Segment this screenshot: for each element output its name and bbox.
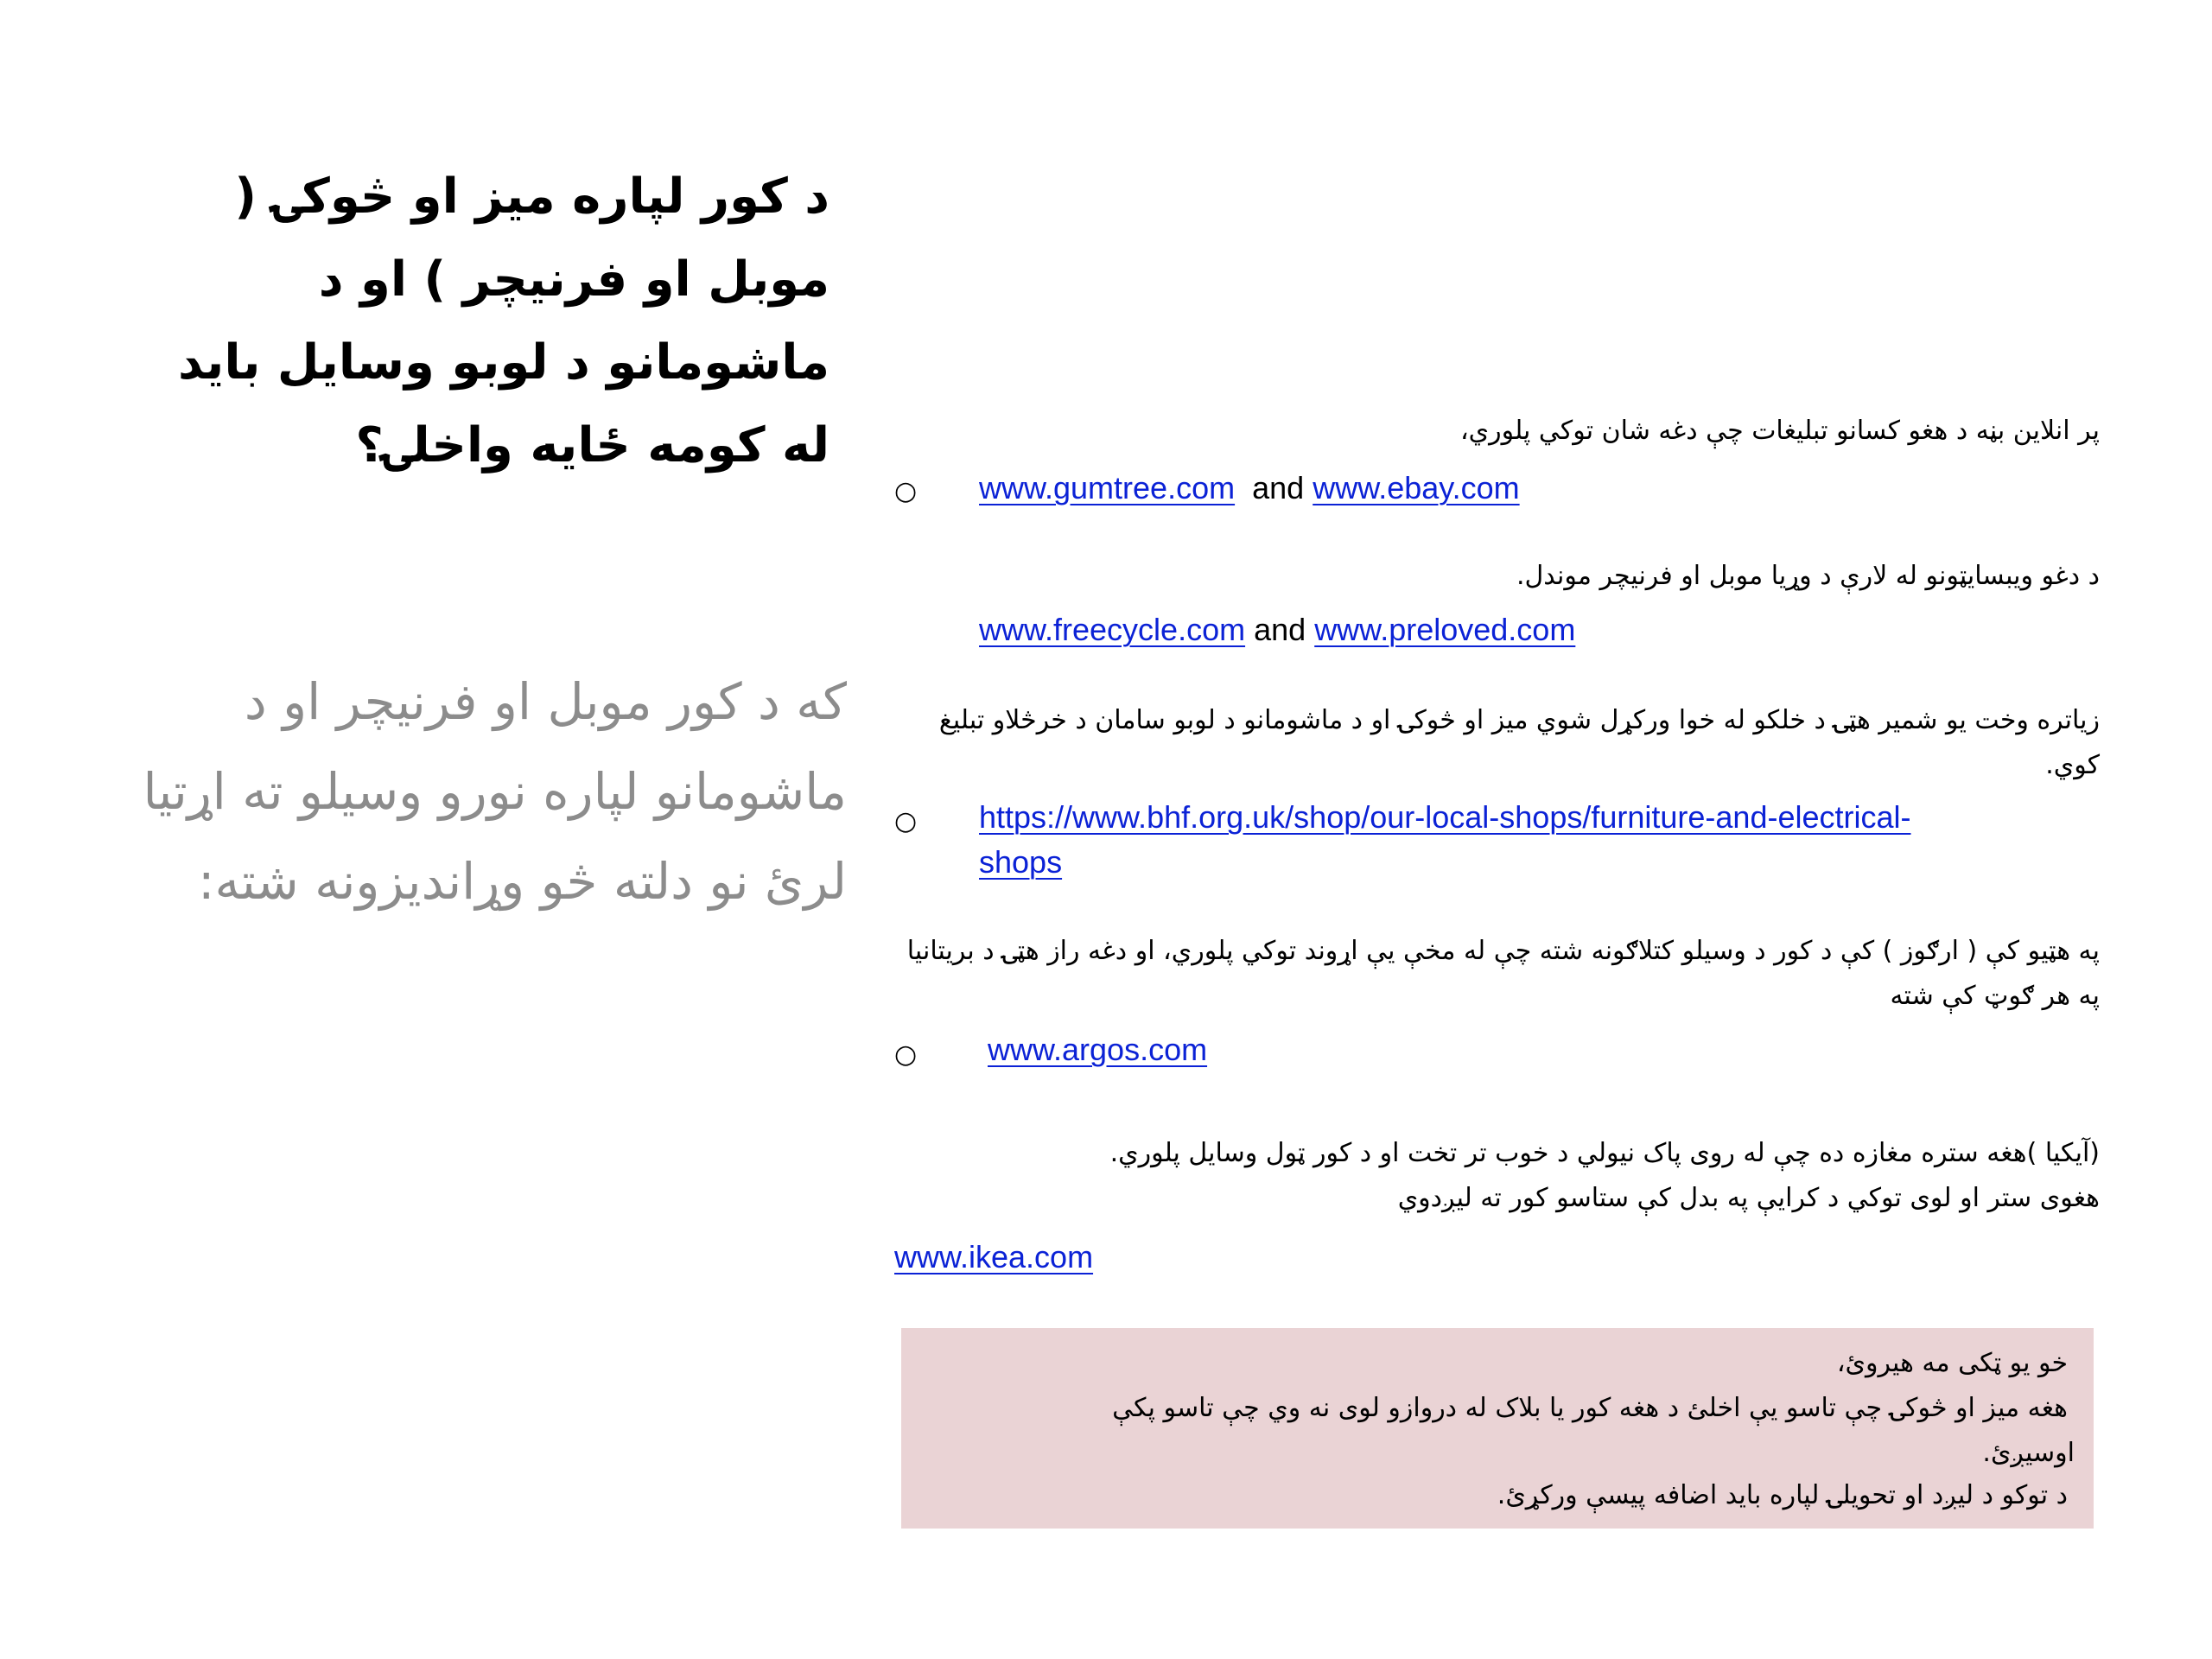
slide-subtitle: که د کور موبل او فرنیچر او د ماشومانو لپاره نورو وسیلو ته اړتیا لرئ نو دلته څو وړاندیزونه شته: — [143, 672, 847, 911]
note-box — [901, 1328, 2094, 1529]
note-line-1: خو یو ټکی مه هیروئ، — [1836, 1348, 2068, 1378]
section-gumtree-text: پر انلاین بڼه د هغو کسانو تبلیغات چې دغه شان توکي پلوري، — [1459, 416, 2100, 446]
connector-text: and — [1254, 612, 1306, 647]
section-ikea-text-line1: (آیکیا )هغه ستره مغازه ده چې له روی پاک نیولي د خوب تر تخت او د کور ټول وسایل پلوري. — [1109, 1138, 2100, 1168]
link-ebay[interactable]: www.ebay.com — [1313, 470, 1520, 505]
note-line-4: د توکو د لیږد او تحویلۍ لپاره باید اضافه پیسې ورکړئ. — [1497, 1480, 2068, 1510]
note-line-3: اوسیږئ. — [1982, 1438, 2075, 1468]
section-bhf-text: زیاتره وخت یو شمیر هټۍ د خلکو له خوا ورکړل شوي میز او څوکۍ او د ماشومانو د لوبو سامان د خرڅلاو تبلیغ کوي. — [938, 705, 2100, 780]
link-bhf[interactable]: https://www.bhf.org.uk/shop/our-local-shops/furniture-and-electrical- shops — [979, 799, 1911, 880]
section-bhf-links — [979, 795, 2102, 885]
link-gumtree[interactable]: www.gumtree.com — [979, 470, 1236, 505]
section-gumtree-links — [979, 466, 2189, 511]
connector-text: and — [1252, 470, 1305, 505]
section-freecycle-text: د دغو ویبسایټونو له لارې د وړیا موبل او فرنیچر موندل. — [1516, 561, 2100, 591]
section-freecycle-links — [894, 607, 2104, 652]
note-line-2: هغه میز او څوکۍ چې تاسو یې اخلئ د هغه کور یا بلاک له دروازو لوی نه وي چې تاسو پکې — [1112, 1393, 2068, 1423]
section-argos-text: په هټیو کې ( ارګوز ) کې د کور د وسیلو کتلاګونه شته چې له مخې یې اړوند توکي پلوري، او دغه راز هټۍ د بریتانیا په هر ګوټ کې شته — [906, 936, 2100, 1011]
link-ikea[interactable]: www.ikea.com — [894, 1239, 1094, 1274]
slide-title: د کور لپاره میز او څوکۍ ( موبل او فرنیچر ) او د ماشومانو د لوبو وسایل باید له کومه ځایه واخلۍ؟ — [177, 168, 830, 474]
bullet-icon: ○ — [894, 476, 918, 506]
bullet-icon: ○ — [894, 1039, 918, 1070]
section-argos-links — [988, 1027, 2197, 1072]
link-argos[interactable]: www.argos.com — [988, 1032, 1208, 1067]
bullet-icon: ○ — [894, 806, 918, 836]
section-ikea-links — [894, 1235, 2104, 1280]
link-freecycle[interactable]: www.freecycle.com — [979, 612, 1246, 647]
link-preloved[interactable]: www.preloved.com — [1314, 612, 1576, 647]
section-ikea-text-line2: هغوی ستر او لوی توکي د کرایې په بدل کې ستاسو کور ته لیږدوي — [1397, 1183, 2100, 1213]
